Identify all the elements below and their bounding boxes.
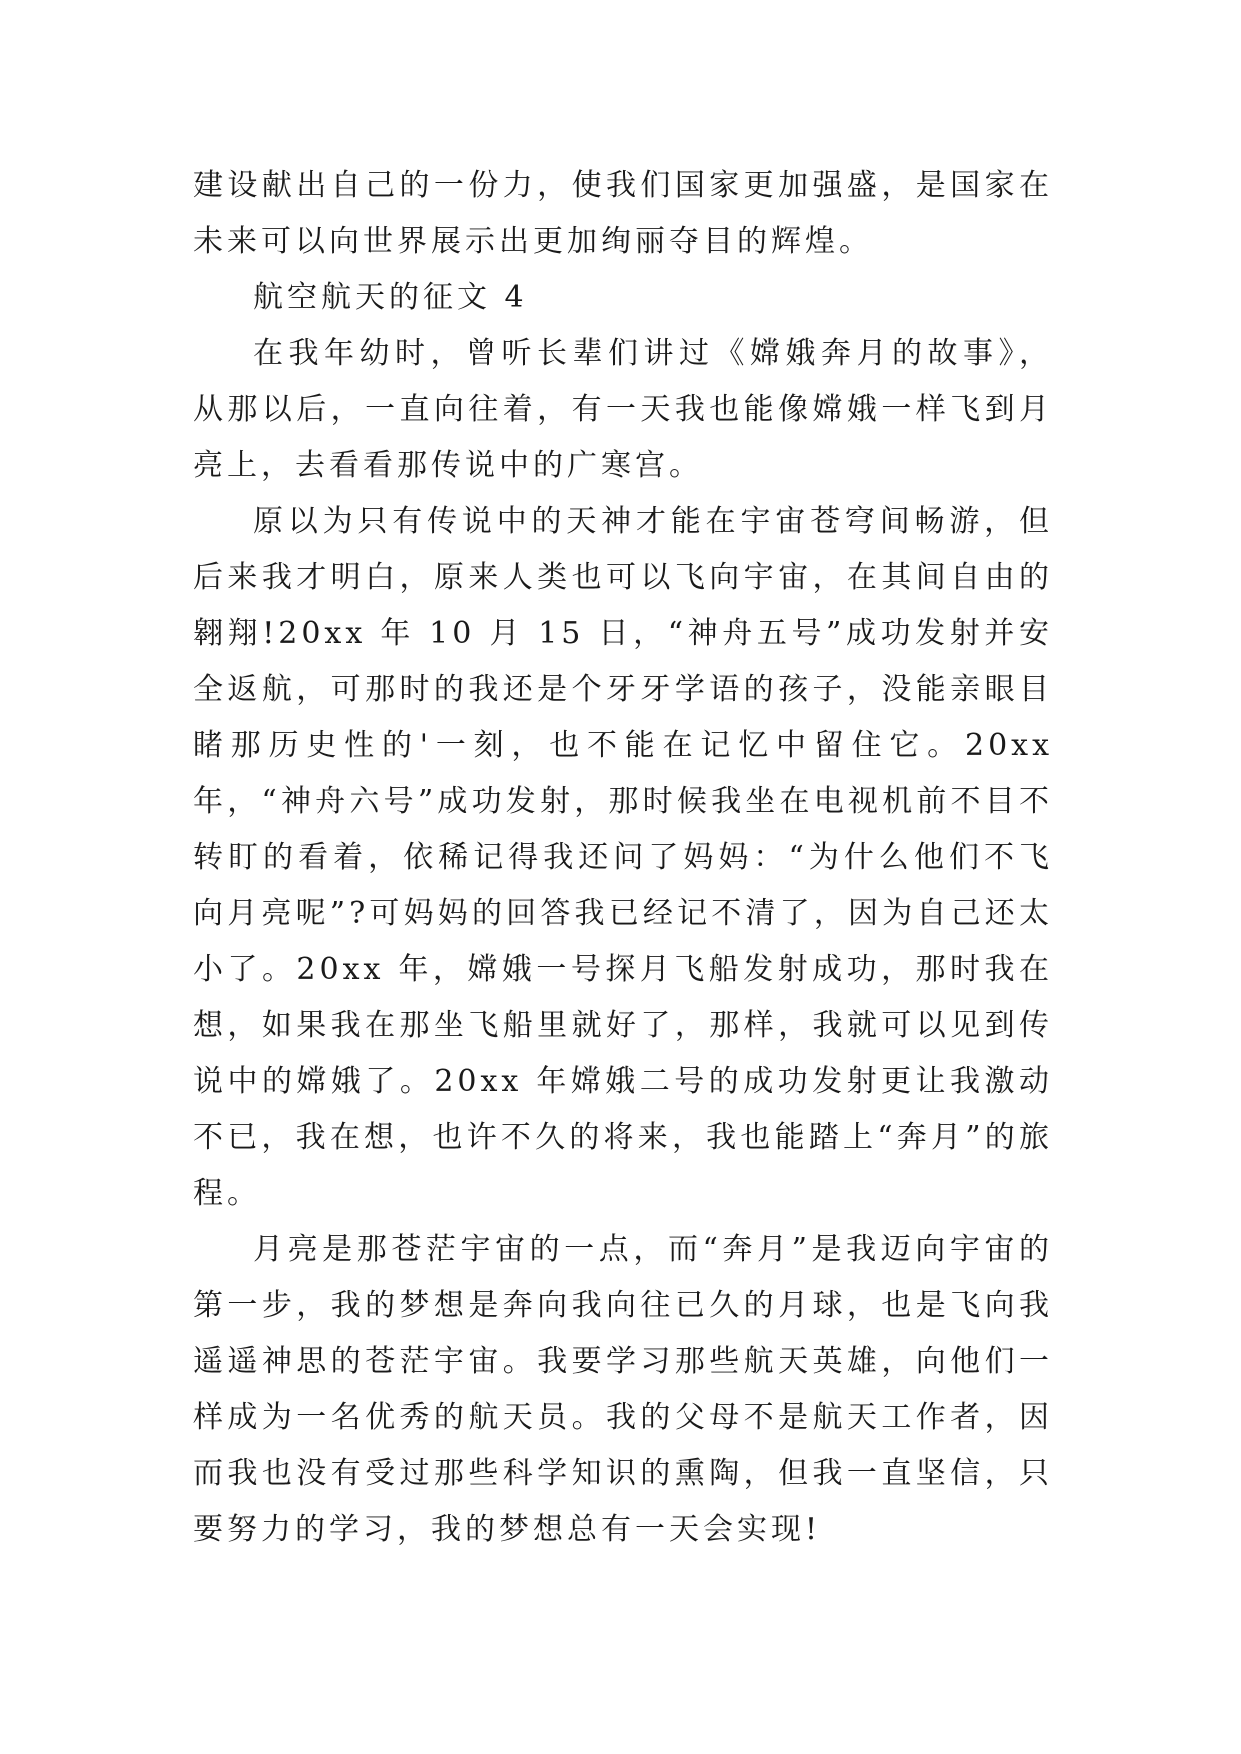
paragraph-3: 月亮是那苍茫宇宙的一点，而“奔月”是我迈向宇宙的第一步，我的梦想是奔向我向往已久的月球，也是飞向我遥遥神思的苍茫宇宙。我要学习那些航天英雄，向他们一样成为一名优秀的航天员。我的父母不是航天工作者，因而我也没有受过那些科学知识的熏陶，但我一直坚信，只要努力的学习，我的梦想总有一天会实现! (193, 1232, 1053, 1547)
document-body (193, 158, 1053, 1558)
paragraph-2: 原以为只有传说中的天神才能在宇宙苍穹间畅游，但后来我才明白，原来人类也可以飞向宇宙，在其间自由的翱翔!20xx 年 10 月 15 日，“神舟五号”成功发射并安全返航，可那时的我还是个牙牙学语的孩子，没能亲眼目睹那历史性的'一刻，也不能在记忆中留住它。20xx 年，“神舟六号”成功发射，那时候我坐在电视机前不目不转盯的看着，依稀记得我还问了妈妈：“为什么他们不飞向月亮呢”?可妈妈的回答我已经记不清了，因为自己还太小了。20xx 年，嫦娥一号探月飞船发射成功，那时我在想，如果我在那坐飞船里就好了，那样，我就可以见到传说中的嫦娥了。20xx 年嫦娥二号的成功发射更让我激动不已，我在想，也许不久的将来，我也能踏上“奔月”的旅程。 (193, 504, 1053, 1211)
continuation-paragraph: 建设献出自己的一份力，使我们国家更加强盛，是国家在未来可以向世界展示出更加绚丽夺目的辉煌。 (193, 168, 1053, 259)
paragraph-1: 在我年幼时，曾听长辈们讲过《嫦娥奔月的故事》，从那以后，一直向往着，有一天我也能像嫦娥一样飞到月亮上，去看看那传说中的广寒宫。 (193, 336, 1053, 483)
section-title: 航空航天的征文 4 (253, 280, 528, 315)
